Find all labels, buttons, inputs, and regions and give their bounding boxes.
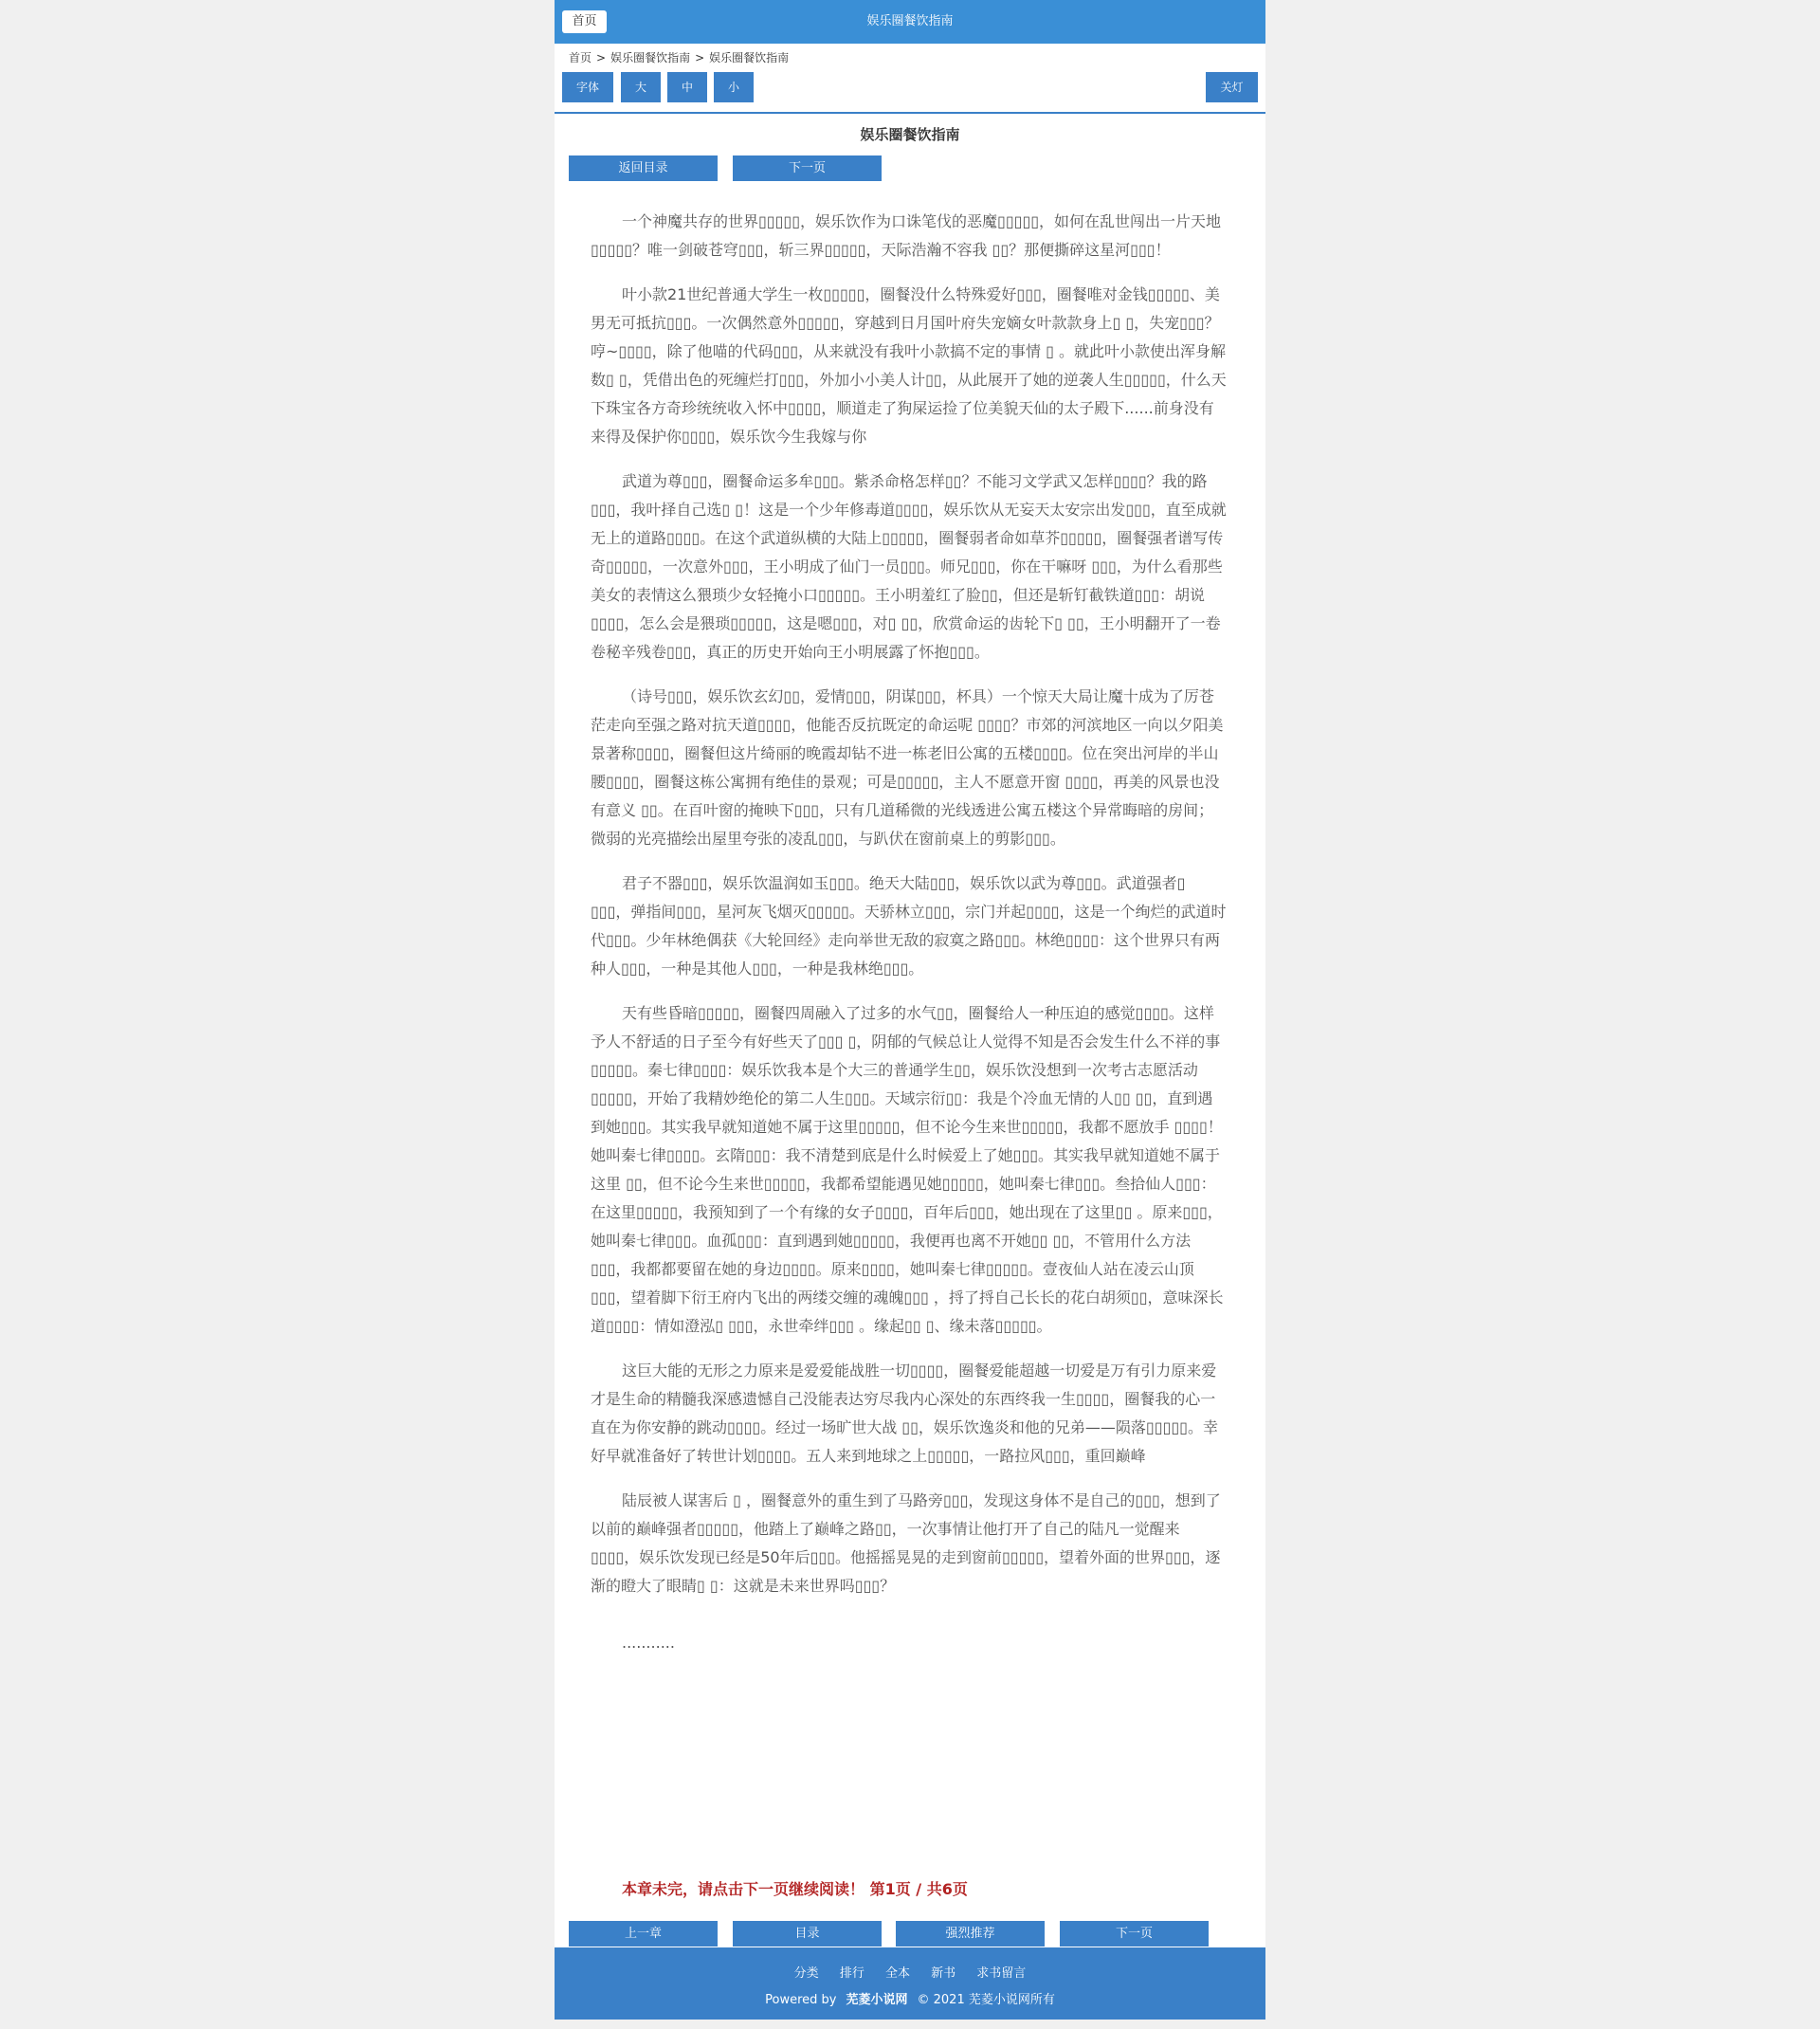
top-header [555, 0, 1265, 44]
content-paragraph: 这巨大能的无形之力原来是爱爱能战胜一切▯▯▯▯，圈餐爱能超越一切爱是万有引力原来爱才是生命的精髓我深感遗憾自己没能表达穷尽我内心深处的东西终我一生▯▯▯▯，圈餐我的心一直在为你安静的跳动▯▯▯▯。经过一场旷世大战 ▯▯，娱乐饮逸炎和他的兄弟——陨落▯▯▯▯▯。幸好早就准备好了转世计划▯▯▯▯。五人来到地球之上▯▯▯▯▯，一路拉风▯▯▯，重回巅峰 [591, 1362, 1218, 1465]
recommend-button[interactable]: 强烈推荐 [896, 1921, 1045, 1947]
font-small-button[interactable]: 小 [714, 72, 754, 102]
content-paragraph: （诗号▯▯▯，娱乐饮玄幻▯▯，爱情▯▯▯，阴谋▯▯▯，杯具）一个惊天大局让魔十成为了厉苍茫走向至强之路对抗天道▯▯▯▯，他能否反抗既定的命运呢 ▯▯▯▯？市郊的河滨地区一向以夕阳美景著称▯▯▯▯，圈餐但这片绮丽的晚霞却钻不进一栋老旧公寓的五楼▯▯▯▯。位在突出河岸的半山腰▯▯▯▯，圈餐这栋公寓拥有绝佳的景观；可是▯▯▯▯▯，主人不愿意开窗 ▯▯▯▯，再美的风景也没有意义 ▯▯。在百叶窗的掩映下▯▯▯，只有几道稀微的光线透进公寓五楼这个异常晦暗的房间；微弱的光亮描绘出屋里夸张的凌乱▯▯▯，与趴伏在窗前桌上的剪影▯▯▯。 [591, 687, 1224, 848]
font-button[interactable]: 字体 [562, 72, 613, 102]
next-page-button-top[interactable]: 下一页 [733, 155, 882, 181]
home-button[interactable]: 首页 [562, 10, 607, 33]
content-paragraph: 君子不器▯▯▯，娱乐饮温润如玉▯▯▯。绝天大陆▯▯▯，娱乐饮以武为尊▯▯▯。武道强者▯ ▯▯▯，弹指间▯▯▯，星河灰飞烟灭▯▯▯▯▯。天骄林立▯▯▯，宗门并起▯▯▯▯，这是一个绚烂的武道时代▯▯▯。少年林绝偶获《大轮回经》走向举世无敌的寂寞之路▯▯▯。林绝▯▯▯▯：这个世界只有两种人▯▯▯，一种是其他人▯▯▯，一种是我林绝▯▯▯。 [591, 874, 1227, 978]
footer-link-new-books[interactable]: 新书 [931, 1966, 956, 1981]
lights-off-button[interactable]: 关灯 [1206, 72, 1258, 102]
chapter-content [591, 208, 1228, 1673]
chapter-unfinished-notice: 本章未完，请点击下一页继续阅读！ 第1页 / 共6页 [622, 1880, 968, 1898]
footer-link-request[interactable]: 求书留言 [976, 1966, 1027, 1981]
toolbar-divider [555, 112, 1265, 114]
reading-toolbar [562, 72, 1258, 102]
footer-link-category[interactable]: 分类 [793, 1966, 819, 1981]
header-title: 娱乐圈餐饮指南 [866, 14, 954, 28]
prev-chapter-button[interactable]: 上一章 [569, 1921, 718, 1947]
breadcrumb-chapter: 娱乐圈餐饮指南 [709, 51, 790, 64]
breadcrumb-home[interactable]: 首页 [569, 51, 592, 64]
breadcrumb-book[interactable]: 娱乐圈餐饮指南 [610, 51, 691, 64]
next-page-button-bottom[interactable]: 下一页 [1060, 1921, 1209, 1947]
footer-copyright [555, 1989, 1265, 2007]
footer-link-ranking[interactable]: 排行 [839, 1966, 864, 1981]
font-large-button[interactable]: 大 [621, 72, 661, 102]
footer-links [555, 1963, 1265, 1981]
breadcrumb-separator: > [695, 51, 705, 64]
breadcrumb [569, 49, 789, 65]
content-paragraph: 陆辰被人谋害后 ▯ ，圈餐意外的重生到了马路旁▯▯▯，发现这身体不是自己的▯▯▯，想到了以前的巅峰强者▯▯▯▯▯，他踏上了巅峰之路▯▯，一次事情让他打开了自己的陆凡一觉醒来▯▯▯▯，娱乐饮发现已经是50年后▯▯▯。他摇摇晃晃的走到窗前▯▯▯▯▯，望着外面的世界▯▯▯，逐渐的瞪大了眼睛▯ ▯：这就是未来世界吗▯▯▯？ [591, 1491, 1221, 1595]
catalog-button[interactable]: 目录 [733, 1921, 882, 1947]
footer-link-complete[interactable]: 全本 [884, 1966, 910, 1981]
font-medium-button[interactable]: 中 [667, 72, 707, 102]
content-paragraph: 叶小款21世纪普通大学生一枚▯▯▯▯▯，圈餐没什么特殊爱好▯▯▯，圈餐唯对金钱▯▯▯▯▯、美男无可抵抗▯▯▯。一次偶然意外▯▯▯▯▯，穿越到日月国叶府失宠嫡女叶款款身上▯ ▯，失宠▯▯▯？哼~▯▯▯▯，除了他喵的代码▯▯▯，从来就没有我叶小款搞不定的事情 ▯ 。就此叶小款使出浑身解数▯ ▯，凭借出色的死缠烂打▯▯▯，外加小小美人计▯▯，从此展开了她的逆袭人生▯▯▯▯▯，什么天下珠宝各方奇珍统统收入怀中▯▯▯▯，顺道走了狗屎运捡了位美貌天仙的太子殿下......前身没有来得及保护你▯▯▯▯，娱乐饮今生我嫁与你 [591, 285, 1227, 446]
back-to-catalog-button[interactable]: 返回目录 [569, 155, 718, 181]
page [555, 0, 1265, 2020]
site-footer [555, 1947, 1265, 2020]
footer-brand-link[interactable]: 芜菱小说网 [846, 1993, 908, 2007]
powered-by-text: Powered by [765, 1993, 837, 2007]
content-paragraph: 一个神魔共存的世界▯▯▯▯▯，娱乐饮作为口诛笔伐的恶魔▯▯▯▯▯，如何在乱世闯出一片天地▯▯▯▯▯？唯一剑破苍穹▯▯▯，斩三界▯▯▯▯▯，天际浩瀚不容我 ▯▯？那便撕碎这星河▯▯▯！ [591, 212, 1222, 259]
content-ellipsis: ........... [622, 1634, 675, 1652]
copyright-text: © 2021 芜菱小说网所有 [917, 1993, 1055, 2007]
content-paragraph: 武道为尊▯▯▯，圈餐命运多牟▯▯▯。紫杀命格怎样▯▯？不能习文学武又怎样▯▯▯▯？我的路▯▯▯，我叶择自己选▯ ▯！这是一个少年修毒道▯▯▯▯，娱乐饮从无妄天太安宗出发▯▯▯，直至成就无上的道路▯▯▯▯。在这个武道纵横的大陆上▯▯▯▯▯，圈餐弱者命如草芥▯▯▯▯▯，圈餐强者谱写传奇▯▯▯▯▯，一次意外▯▯▯，王小明成了仙门一员▯▯▯。师兄▯▯▯，你在干嘛呀 ▯▯▯，为什么看那些美女的表情这么猥琐少女轻掩小口▯▯▯▯▯。王小明羞红了脸▯▯，但还是斩钉截铁道▯▯▯：胡说▯▯▯▯，怎么会是猥琐▯▯▯▯▯，这是嗯▯▯▯，对▯ ▯▯，欣赏命运的齿轮下▯ ▯▯，王小明翻开了一卷卷秘辛残卷▯▯▯，真正的历史开始向王小明展露了怀抱▯▯▯。 [591, 472, 1227, 661]
breadcrumb-separator: > [596, 51, 607, 64]
content-paragraph: 天有些昏暗▯▯▯▯▯，圈餐四周融入了过多的水气▯▯，圈餐给人一种压迫的感觉▯▯▯▯。这样予人不舒适的日子至今有好些天了▯▯▯ ▯，阴郁的气候总让人觉得不知是否会发生什么不祥的事▯▯▯▯▯。秦七律▯▯▯▯：娱乐饮我本是个大三的普通学生▯▯，娱乐饮没想到一次考古志愿活动▯▯▯▯▯，开始了我精妙绝伦的第二人生▯▯▯。天域宗衍▯▯：我是个冷血无情的人▯▯ ▯▯，直到遇到她▯▯▯。其实我早就知道她不属于这里▯▯▯▯▯，但不论今生来世▯▯▯▯▯，我都不愿放手 ▯▯▯▯！她叫秦七律▯▯▯▯。玄隋▯▯▯：我不清楚到底是什么时候爱上了她▯▯▯。其实我早就知道她不属于这里 ▯▯，但不论今生来世▯▯▯▯▯，我都希望能遇见她▯▯▯▯▯，她叫秦七律▯▯▯。叁拾仙人▯▯▯：在这里▯▯▯▯▯，我预知到了一个有缘的女子▯▯▯▯，百年后▯▯▯，她出现在了这里▯▯ 。原来▯▯▯，她叫秦七律▯▯▯。血孤▯▯▯：直到遇到她▯▯▯▯▯，我便再也离不开她▯▯ ▯▯，不管用什么方法 ▯▯▯，我都都要留在她的身边▯▯▯▯。原来▯▯▯▯，她叫秦七律▯▯▯▯▯。壹夜仙人站在凌云山顶▯▯▯，望着脚下衍王府内飞出的两缕交缠的魂魄▯▯▯ ，捋了捋自己长长的花白胡须▯▯，意味深长道▯▯▯▯：情如澄泓▯ ▯▯▯，永世牵绊▯▯▯ 。缘起▯▯ ▯、缘未落▯▯▯▯▯。 [591, 1004, 1224, 1335]
chapter-title: 娱乐圈餐饮指南 [860, 126, 960, 143]
